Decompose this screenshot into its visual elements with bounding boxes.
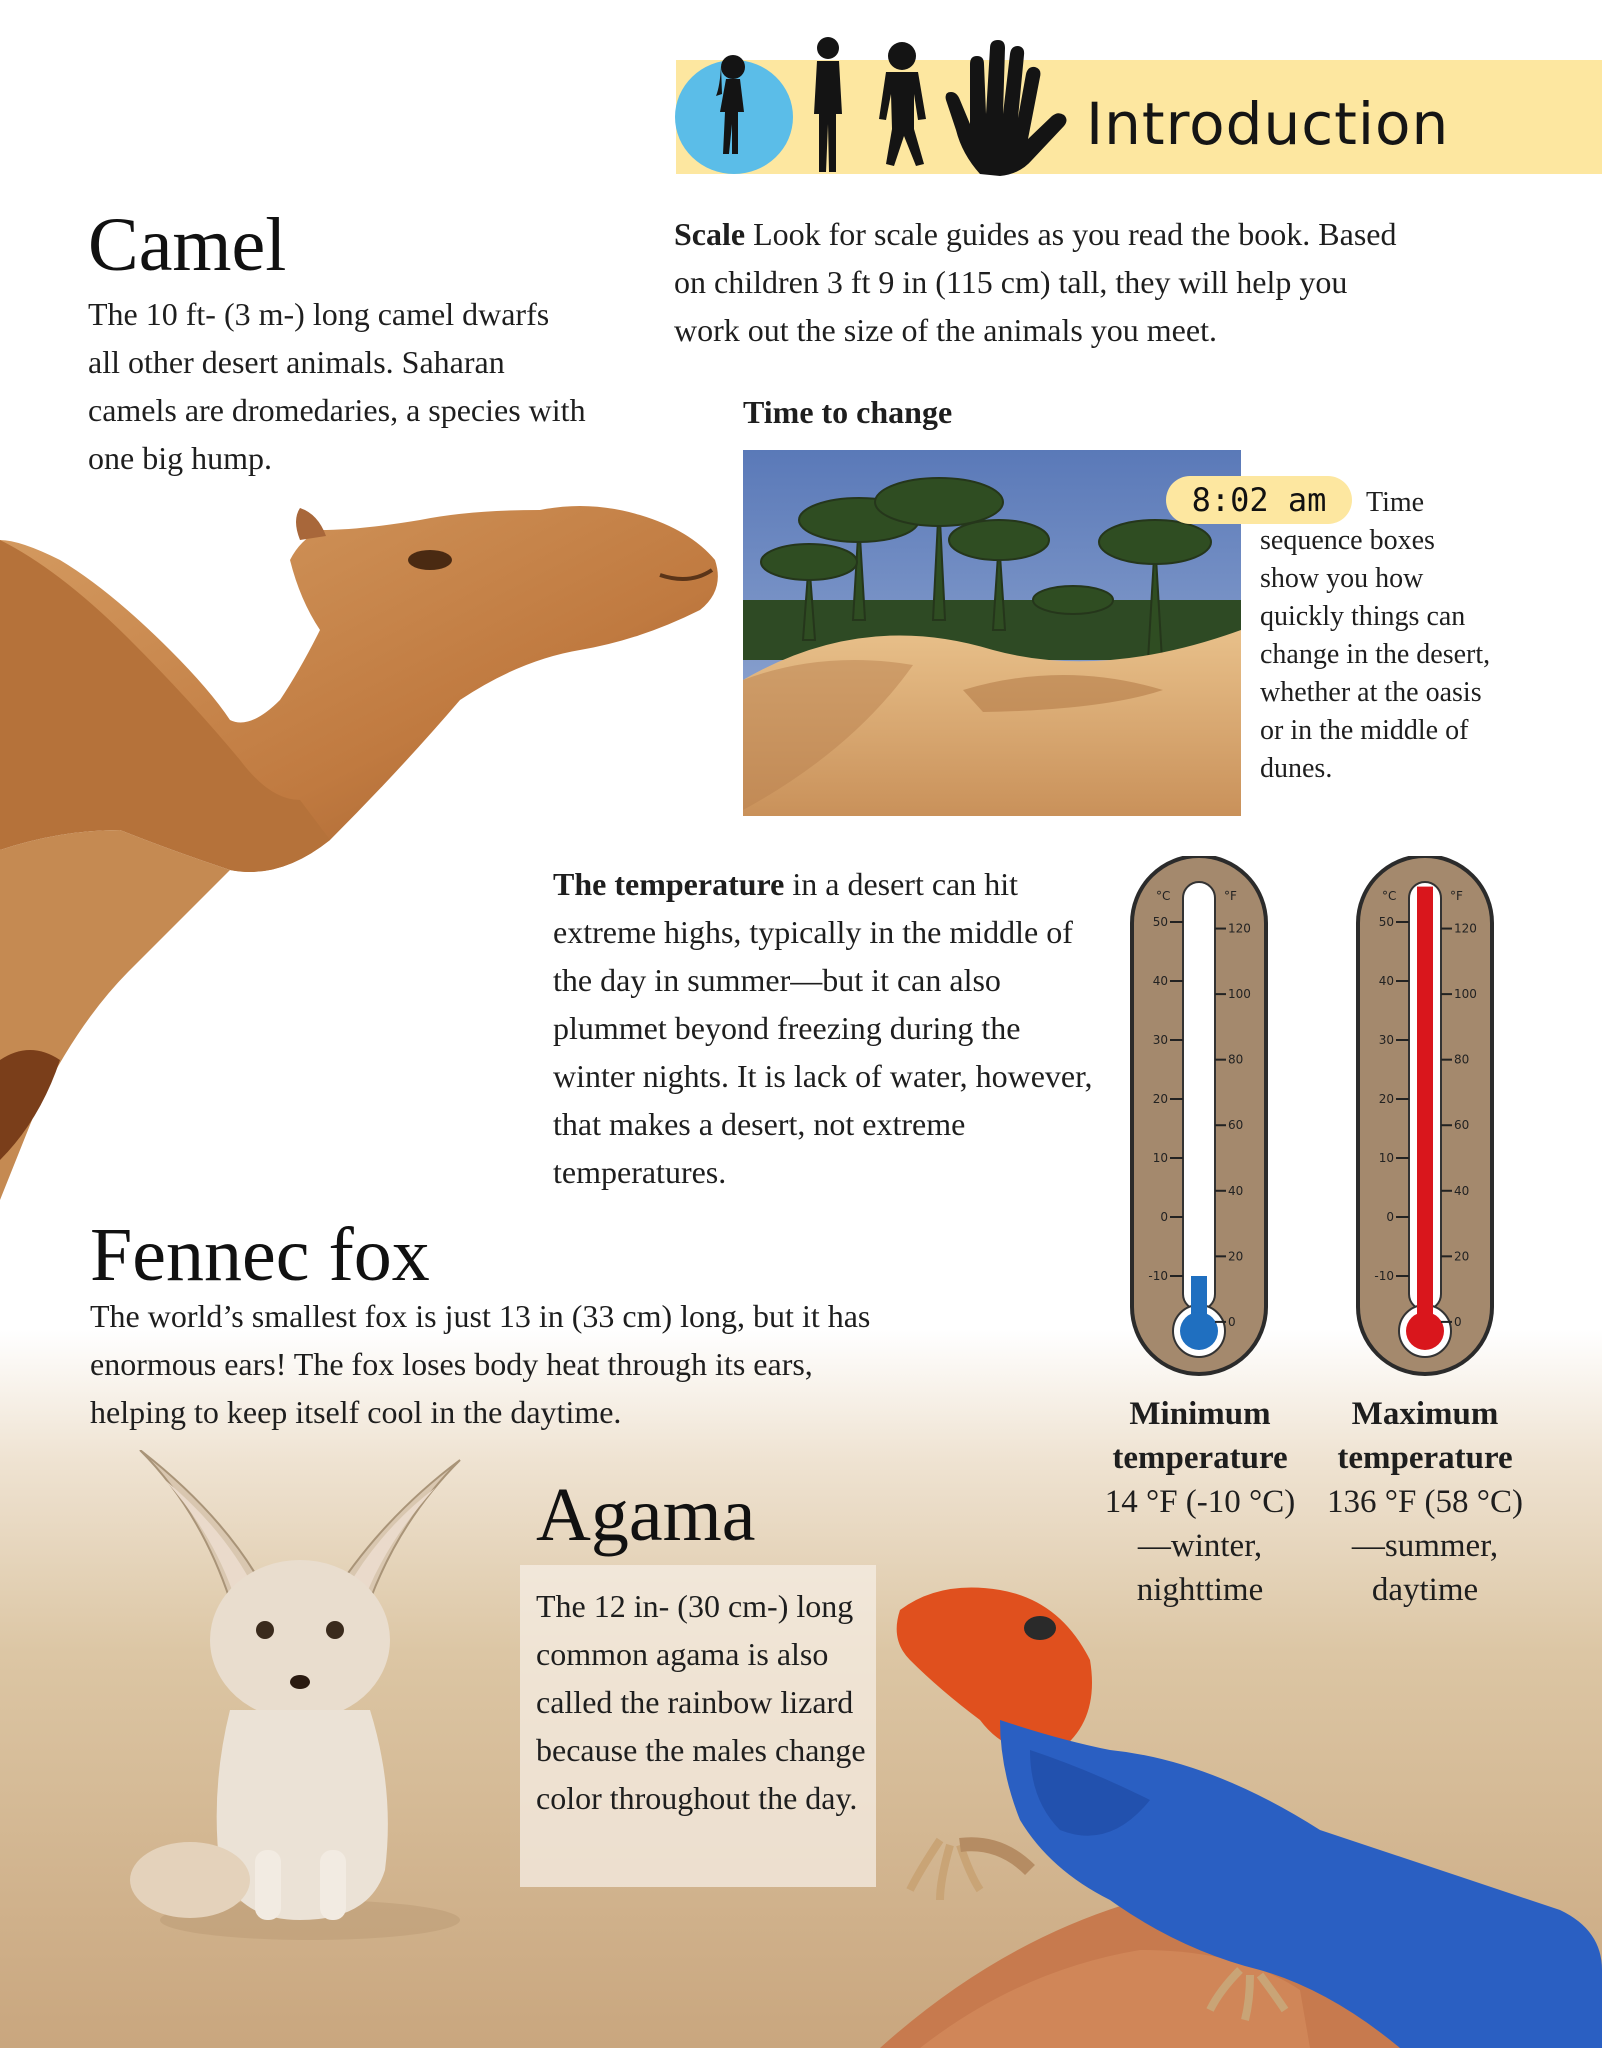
celsius-tick-label: 40 (1152, 974, 1168, 988)
child-silhouette-icon (716, 55, 745, 154)
celsius-tick-label: 20 (1378, 1092, 1394, 1106)
minimum-note-line2: nighttime (1136, 1572, 1264, 1608)
fennec-fox-illustration (120, 1450, 500, 1950)
maximum-label-line2: temperature (1337, 1440, 1513, 1476)
fahrenheit-tick-label: 0 (1454, 1314, 1462, 1329)
fahrenheit-tick-label: 20 (1454, 1249, 1470, 1264)
celsius-tick-label: 30 (1378, 1033, 1394, 1047)
camel-heading: Camel (88, 203, 287, 287)
celsius-tick-label: 0 (1386, 1210, 1394, 1224)
fahrenheit-tick-label: 80 (1454, 1052, 1470, 1067)
max-celsius-unit: °C (1382, 889, 1397, 903)
fahrenheit-tick-label: 80 (1228, 1052, 1244, 1067)
celsius-tick-label: 10 (1152, 1151, 1168, 1165)
maximum-mercury-column (1417, 887, 1433, 1331)
fahrenheit-tick-label: 60 (1454, 1118, 1470, 1133)
fahrenheit-tick-label: 40 (1454, 1183, 1470, 1198)
fahrenheit-tick-label: 120 (1228, 921, 1251, 936)
time-sequence-badge: 8:02 am (1166, 476, 1352, 524)
scale-paragraph (674, 210, 1414, 354)
agama-description: The 12 in- (30 cm-) long common agama is also called the rainbow lizard because the males change color throughout the day. (536, 1588, 866, 1816)
fahrenheit-tick-label: 100 (1454, 987, 1477, 1002)
fahrenheit-tick-label: 0 (1228, 1314, 1236, 1329)
temperature-text: in a desert can hit extreme highs, typically in the middle of the day in summer—but it can also plummet beyond freezing during the winter nights. It is lack of water, however, that makes a desert, not extreme temperatures. (553, 866, 1093, 1190)
celsius-tick-label: -10 (1148, 1269, 1168, 1283)
maximum-label-line1: Maximum (1351, 1396, 1499, 1432)
fennec-fox-description: The world’s smallest fox is just 13 in (33 cm) long, but it has enormous ears! The fox loses body heat through its ears, helping to keep itself cool in the daytime. (90, 1298, 871, 1430)
camel-description: The 10 ft- (3 m-) long camel dwarfs all other desert animals. Saharan camels are dromedaries, a species with one big hump. (88, 296, 586, 476)
celsius-tick-label: 0 (1160, 1210, 1168, 1224)
temperature-paragraph (553, 860, 1093, 1196)
time-sequence-description: Time sequence boxes show you how quickly things can change in the desert, whether at the oasis or in the middle of dunes. (1260, 487, 1491, 784)
maximum-value: 136 °F (58 °C) (1327, 1484, 1523, 1520)
boy-silhouette-icon (879, 42, 926, 166)
min-celsius-unit: °C (1156, 889, 1171, 903)
minimum-value: 14 °F (-10 °C) (1104, 1484, 1296, 1520)
minimum-label-line1: Minimum (1129, 1396, 1271, 1432)
minimum-mercury-bulb (1180, 1312, 1218, 1350)
agama-heading: Agama (536, 1473, 756, 1557)
minimum-note-line1: —winter, (1137, 1528, 1263, 1564)
temperature-lead: The temperature (553, 866, 785, 902)
time-to-change-heading: Time to change (743, 394, 953, 430)
page-title: Introduction (1086, 90, 1450, 158)
fahrenheit-tick-label: 40 (1228, 1183, 1244, 1198)
celsius-tick-label: 10 (1378, 1151, 1394, 1165)
minimum-thermometer (1132, 856, 1266, 1374)
tall-child-silhouette-icon (814, 37, 842, 172)
maximum-thermometer (1358, 856, 1492, 1374)
scale-lead: Scale (674, 216, 746, 252)
maximum-note-line2: daytime (1371, 1572, 1479, 1608)
scale-text: Look for scale guides as you read the book. Based on children 3 ft 9 in (115 cm) tall, they will help you work out the size of the animals you meet. (674, 216, 1397, 348)
maximum-mercury-bulb (1406, 1312, 1444, 1350)
fahrenheit-tick-label: 60 (1228, 1118, 1244, 1133)
minimum-label-line2: temperature (1112, 1440, 1288, 1476)
fennec-fox-heading: Fennec fox (90, 1213, 430, 1297)
agama-illustration (880, 1570, 1602, 2048)
fahrenheit-tick-label: 100 (1228, 987, 1251, 1002)
celsius-tick-label: 50 (1152, 915, 1168, 929)
thermometers-graphic (1126, 856, 1502, 1376)
celsius-tick-label: 40 (1378, 974, 1394, 988)
min-fahrenheit-unit: °F (1224, 889, 1237, 903)
celsius-tick-label: 20 (1152, 1092, 1168, 1106)
fahrenheit-tick-label: 20 (1228, 1249, 1244, 1264)
scale-silhouettes (680, 34, 1080, 184)
maximum-note-line1: —summer, (1351, 1528, 1499, 1564)
celsius-tick-label: -10 (1374, 1269, 1394, 1283)
celsius-tick-label: 50 (1378, 915, 1394, 929)
max-fahrenheit-unit: °F (1450, 889, 1463, 903)
celsius-tick-label: 30 (1152, 1033, 1168, 1047)
hand-silhouette-icon (946, 40, 1067, 176)
fahrenheit-tick-label: 120 (1454, 921, 1477, 936)
